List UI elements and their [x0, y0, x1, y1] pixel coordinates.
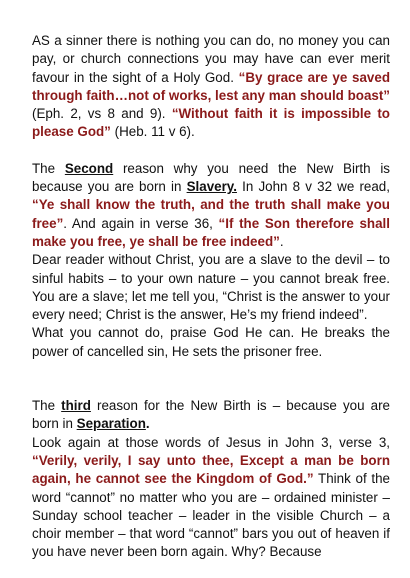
paragraph-look-again — [32, 434, 390, 562]
paragraph-dear-reader: Dear reader without Christ, you are a slave to the devil – to sinful habits – to your own nature – you cannot break free. You are a slave; let me tell you, “Christ is the answer to your every need; Christ is the answer, He’s my friend indeed”. — [32, 252, 390, 323]
quote-john-8-36: “If the Son therefore shall make you free, ye shall be free indeed” — [32, 215, 390, 249]
paragraph-gap — [32, 142, 390, 160]
quote-heb-11-6: “Without faith it is impossible to please God” — [32, 106, 390, 140]
text: Think of the word “cannot” no matter who you are – ordained minister – Sunday school teacher – leader in the visible Church – a choir member – that word “cannot” bars you out of heaven if you have never been born again. Why? Because — [32, 471, 390, 560]
keyword-second: Second — [64, 160, 114, 176]
text: Look again at those words of Jesus in John 3, verse 3, — [32, 434, 390, 450]
quote-eph-2-8-9: “By grace are ye saved through faith…not of works, lest any man should boast” — [32, 69, 390, 103]
paragraph-gap — [32, 361, 390, 379]
paragraph-gap — [32, 379, 390, 397]
keyword-separation: Separation — [76, 416, 146, 432]
text: (Heb. 11 v 6). — [110, 124, 195, 140]
paragraph-third-reason — [32, 397, 390, 434]
text: In John 8 v 32 we read, — [236, 179, 390, 195]
paragraph-second-reason — [32, 160, 390, 251]
paragraph-praise-god: What you cannot do, praise God He can. He breaks the power of cancelled sin, He sets the prisoner free. — [32, 325, 390, 359]
text: . — [279, 233, 284, 249]
text: reason why you need the New Birth is because you are born in — [32, 160, 391, 195]
quote-john-3-3: “Verily, verily, I say unto thee, Except a man be born again, he cannot see the Kingdom of God.” — [32, 452, 390, 487]
paragraph-sinner — [32, 32, 390, 142]
text: reason for the New Birth is – because you are born in — [32, 398, 390, 432]
text: AS a sinner there is nothing you can do, no money you can pay, or church connections you may have can ever merit favour in the sight of a Holy God. — [32, 33, 390, 85]
keyword-third: third — [61, 398, 91, 414]
text: . — [145, 416, 150, 432]
text: The — [32, 398, 62, 414]
text: The — [32, 160, 65, 176]
text: (Eph. 2, vs 8 and 9). — [32, 106, 172, 122]
quote-john-8-32: “Ye shall know the truth, and the truth shall make you free” — [32, 197, 390, 231]
keyword-slavery: Slavery. — [186, 179, 237, 195]
text: . And again in verse 36, — [63, 215, 219, 231]
